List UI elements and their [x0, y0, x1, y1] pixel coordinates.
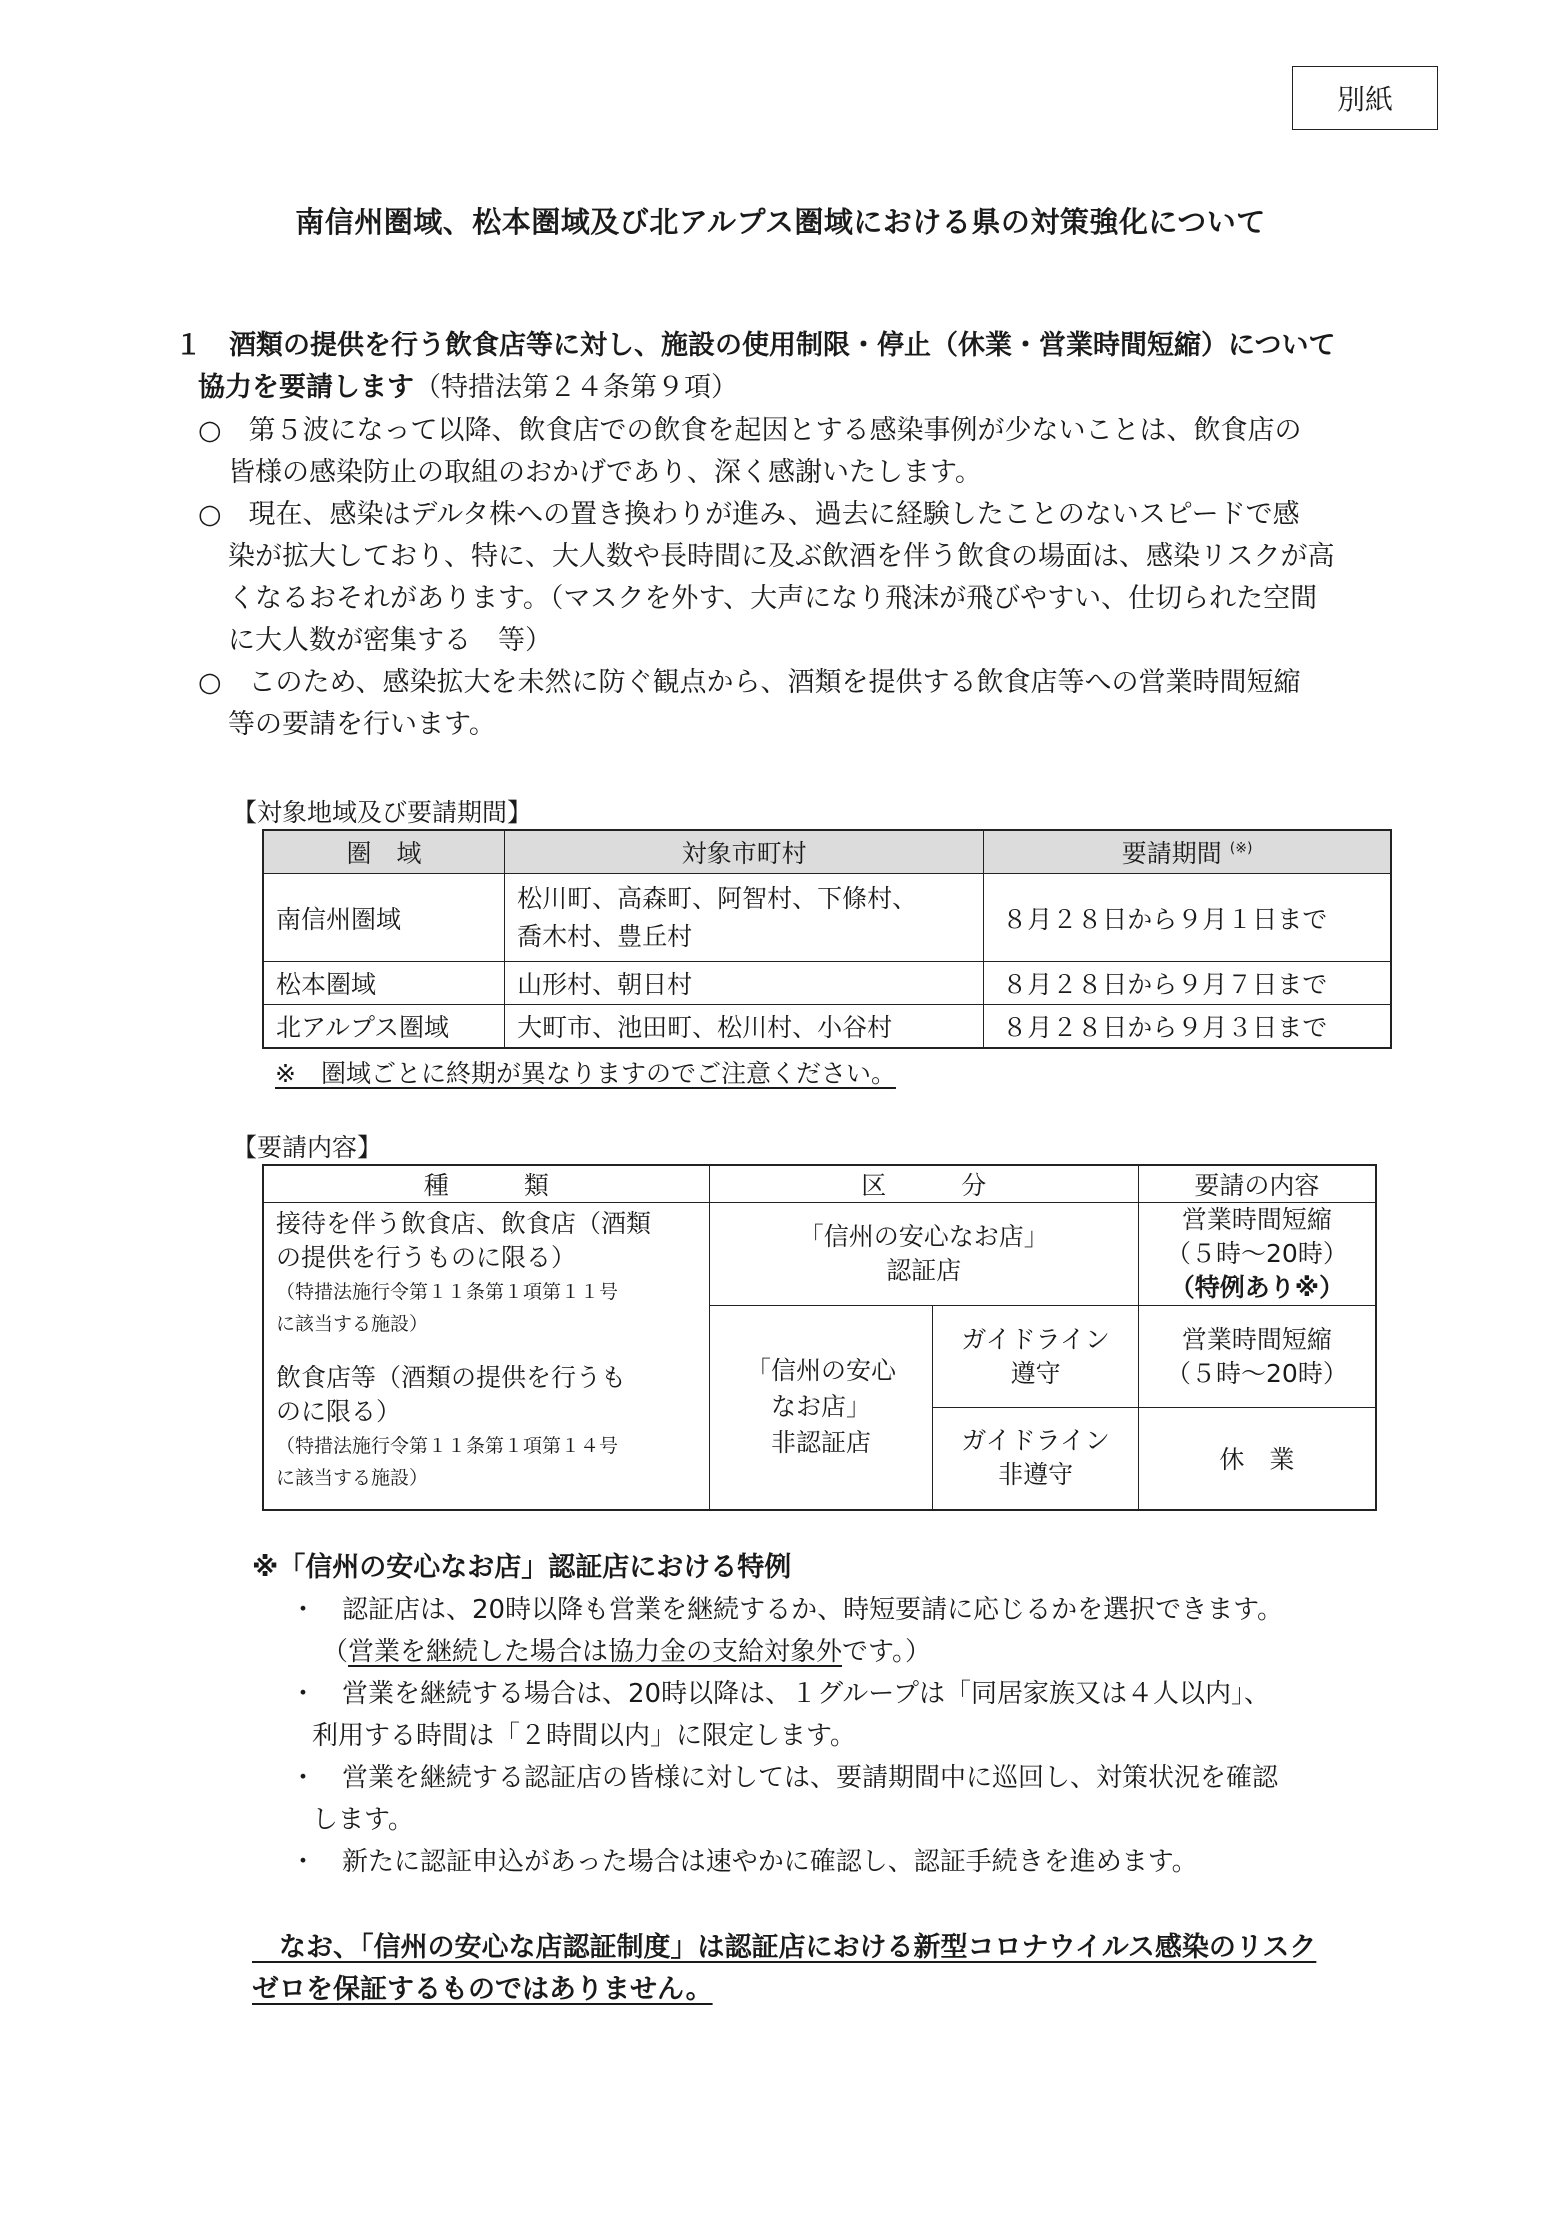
noncertified-cell: [709, 1306, 933, 1510]
guideline-ng-request-cell: 休 業: [1138, 1408, 1376, 1510]
area-cell: 北アルプス圏域: [263, 1005, 505, 1048]
guideline-ng-cell: [933, 1408, 1139, 1510]
para2-line1: ○ 現在、感染はデルタ株への置き換わりが進み、過去に経験したことのないスピードで感: [198, 499, 1300, 530]
request-line: 営業時間短縮: [1181, 1205, 1332, 1234]
special-bullet-2: ・ 営業を継続する場合は、20時以降は、１グループは「同居家族又は４人以内」、: [290, 1679, 1271, 1709]
towns-cell: [505, 874, 984, 962]
section1-heading-line2: [198, 367, 738, 409]
header-category: 区 分: [709, 1165, 1138, 1203]
para2-line3: くなるおそれがあります。（マスクを外す、大声になり飛沫が飛びやすい、仕切られた空間: [228, 583, 1318, 614]
area-cell: 松本圏域: [263, 962, 505, 1005]
area-table: [262, 829, 1392, 1049]
guideline-ok-cell: [933, 1306, 1139, 1408]
section1-heading-bold: 協力を要請します: [198, 372, 414, 403]
para2-line4: に大人数が密集する 等）: [228, 625, 552, 656]
special-bullet-1-line2: [322, 1631, 931, 1673]
header-period-text: 要請期間: [1121, 839, 1222, 868]
para3-line2: 等の要請を行います。: [228, 709, 496, 740]
area-table-label: 【対象地域及び要請期間】: [232, 798, 533, 827]
footer-line2: ゼロを保証するものではありません。: [252, 1974, 713, 2005]
type-a-note: （特措法施行令第１１条第１項第１１号: [276, 1281, 619, 1303]
header-period-note-mark: (※): [1229, 840, 1253, 857]
section1-heading-ref: （特措法第２４条第９項）: [414, 372, 738, 403]
request-table: [262, 1164, 1377, 1511]
page-title: 南信州圏域、松本圏域及び北アルプス圏域における県の対策強化について: [295, 205, 1266, 239]
table-row: [263, 1203, 1376, 1306]
guideline-line: 非遵守: [998, 1460, 1074, 1490]
period-cell: ８月２８日から９月１日まで: [984, 874, 1391, 962]
request-line: （５時～20時）: [1166, 1358, 1348, 1388]
towns-line: 松川町、高森町、阿智村、下條村、: [517, 883, 918, 913]
guideline-line: 遵守: [1010, 1358, 1061, 1388]
certified-cell: [709, 1203, 1138, 1306]
request-special-line: （特例あり※）: [1169, 1273, 1345, 1302]
request-line: 営業時間短縮: [1181, 1324, 1332, 1354]
type-a-line: の提供を行うものに限る）: [276, 1243, 577, 1272]
section1-heading-line1: １ 酒類の提供を行う飲食店等に対し、施設の使用制限・停止（休業・営業時間短縮）について: [175, 330, 1336, 361]
header-towns: 対象市町村: [505, 830, 984, 874]
header-period: [984, 830, 1391, 874]
header-request: 要請の内容: [1138, 1165, 1376, 1203]
guideline-line: ガイドライン: [961, 1324, 1110, 1354]
special-bullet-1: ・ 認証店は、20時以降も営業を継続するか、時短要請に応じるかを選択できます。: [290, 1595, 1284, 1625]
certified-line: 「信州の安心なお店」: [798, 1222, 1049, 1251]
certified-line: 認証店: [886, 1256, 962, 1285]
type-b-line: 飲食店等（酒類の提供を行うも: [276, 1363, 627, 1392]
type-a-line: 接待を伴う飲食店、飲食店（酒類: [276, 1209, 652, 1238]
request-table-label: 【要請内容】: [232, 1133, 383, 1162]
para2-line2: 染が拡大しており、特に、大人数や長時間に及ぶ飲酒を伴う飲食の場面は、感染リスクが高: [228, 541, 1335, 572]
special-bullet-1-underlined: 営業を継続した場合は協力金の支給対象外: [348, 1637, 843, 1667]
type-b-note: （特措法施行令第１１条第１項第１４号: [276, 1435, 619, 1457]
type-a-note: に該当する施設）: [276, 1313, 429, 1335]
area-cell: 南信州圏域: [263, 874, 505, 962]
special-bullet-3-line2: します。: [312, 1805, 414, 1835]
towns-cell: 山形村、朝日村: [505, 962, 984, 1005]
noncert-line: なお店」: [770, 1392, 871, 1422]
type-cell: [263, 1203, 709, 1510]
special-bullet-2-line2: 利用する時間は「２時間以内」に限定します。: [312, 1721, 856, 1751]
footer-line1: なお、「信州の安心な店認証制度」は認証店における新型コロナウイルス感染のリスク: [252, 1932, 1317, 1963]
attachment-stamp: 別紙: [1292, 66, 1438, 130]
area-table-header: [263, 830, 1391, 874]
noncert-line: 非認証店: [770, 1428, 871, 1458]
request-table-header: [263, 1165, 1376, 1203]
guideline-line: ガイドライン: [961, 1426, 1110, 1456]
table-row: [263, 962, 1391, 1005]
special-bullet-3: ・ 営業を継続する認証店の皆様に対しては、要請期間中に巡回し、対策状況を確認: [290, 1763, 1279, 1793]
table-row: [263, 1005, 1391, 1048]
type-b-note: に該当する施設）: [276, 1467, 429, 1489]
para1-line1: ○ 第５波になって以降、飲食店での飲食を起因とする感染事例が少ないことは、飲食店の: [198, 415, 1302, 446]
special-heading: ※「信州の安心なお店」認証店における特例: [252, 1552, 792, 1583]
period-cell: ８月２８日から９月７日まで: [984, 962, 1391, 1005]
certified-request-cell: [1138, 1203, 1376, 1306]
header-area: 圏 域: [263, 830, 505, 874]
para3-line1: ○ このため、感染拡大を未然に防ぐ観点から、酒類を提供する飲食店等への営業時間短縮: [198, 667, 1301, 698]
towns-line: 喬木村、豊丘村: [517, 921, 693, 951]
towns-cell: 大町市、池田町、松川村、小谷村: [505, 1005, 984, 1048]
special-bullet-4: ・ 新たに認証申込があった場合は速やかに確認し、認証手続きを進めます。: [290, 1847, 1198, 1877]
area-table-note: ※ 圏域ごとに終期が異なりますのでご注意ください。: [275, 1059, 896, 1088]
request-line: （５時～20時）: [1166, 1239, 1348, 1268]
paren-close: です。）: [842, 1637, 931, 1667]
para1-line2: 皆様の感染防止の取組のおかげであり、深く感謝いたします。: [228, 457, 982, 488]
period-cell: ８月２８日から９月３日まで: [984, 1005, 1391, 1048]
table-row: [263, 874, 1391, 962]
noncert-line: 「信州の安心: [745, 1356, 896, 1386]
guideline-ok-request-cell: [1138, 1306, 1376, 1408]
paren-open: （: [322, 1637, 349, 1667]
type-b-line: のに限る）: [276, 1397, 402, 1426]
header-type: 種 類: [263, 1165, 709, 1203]
